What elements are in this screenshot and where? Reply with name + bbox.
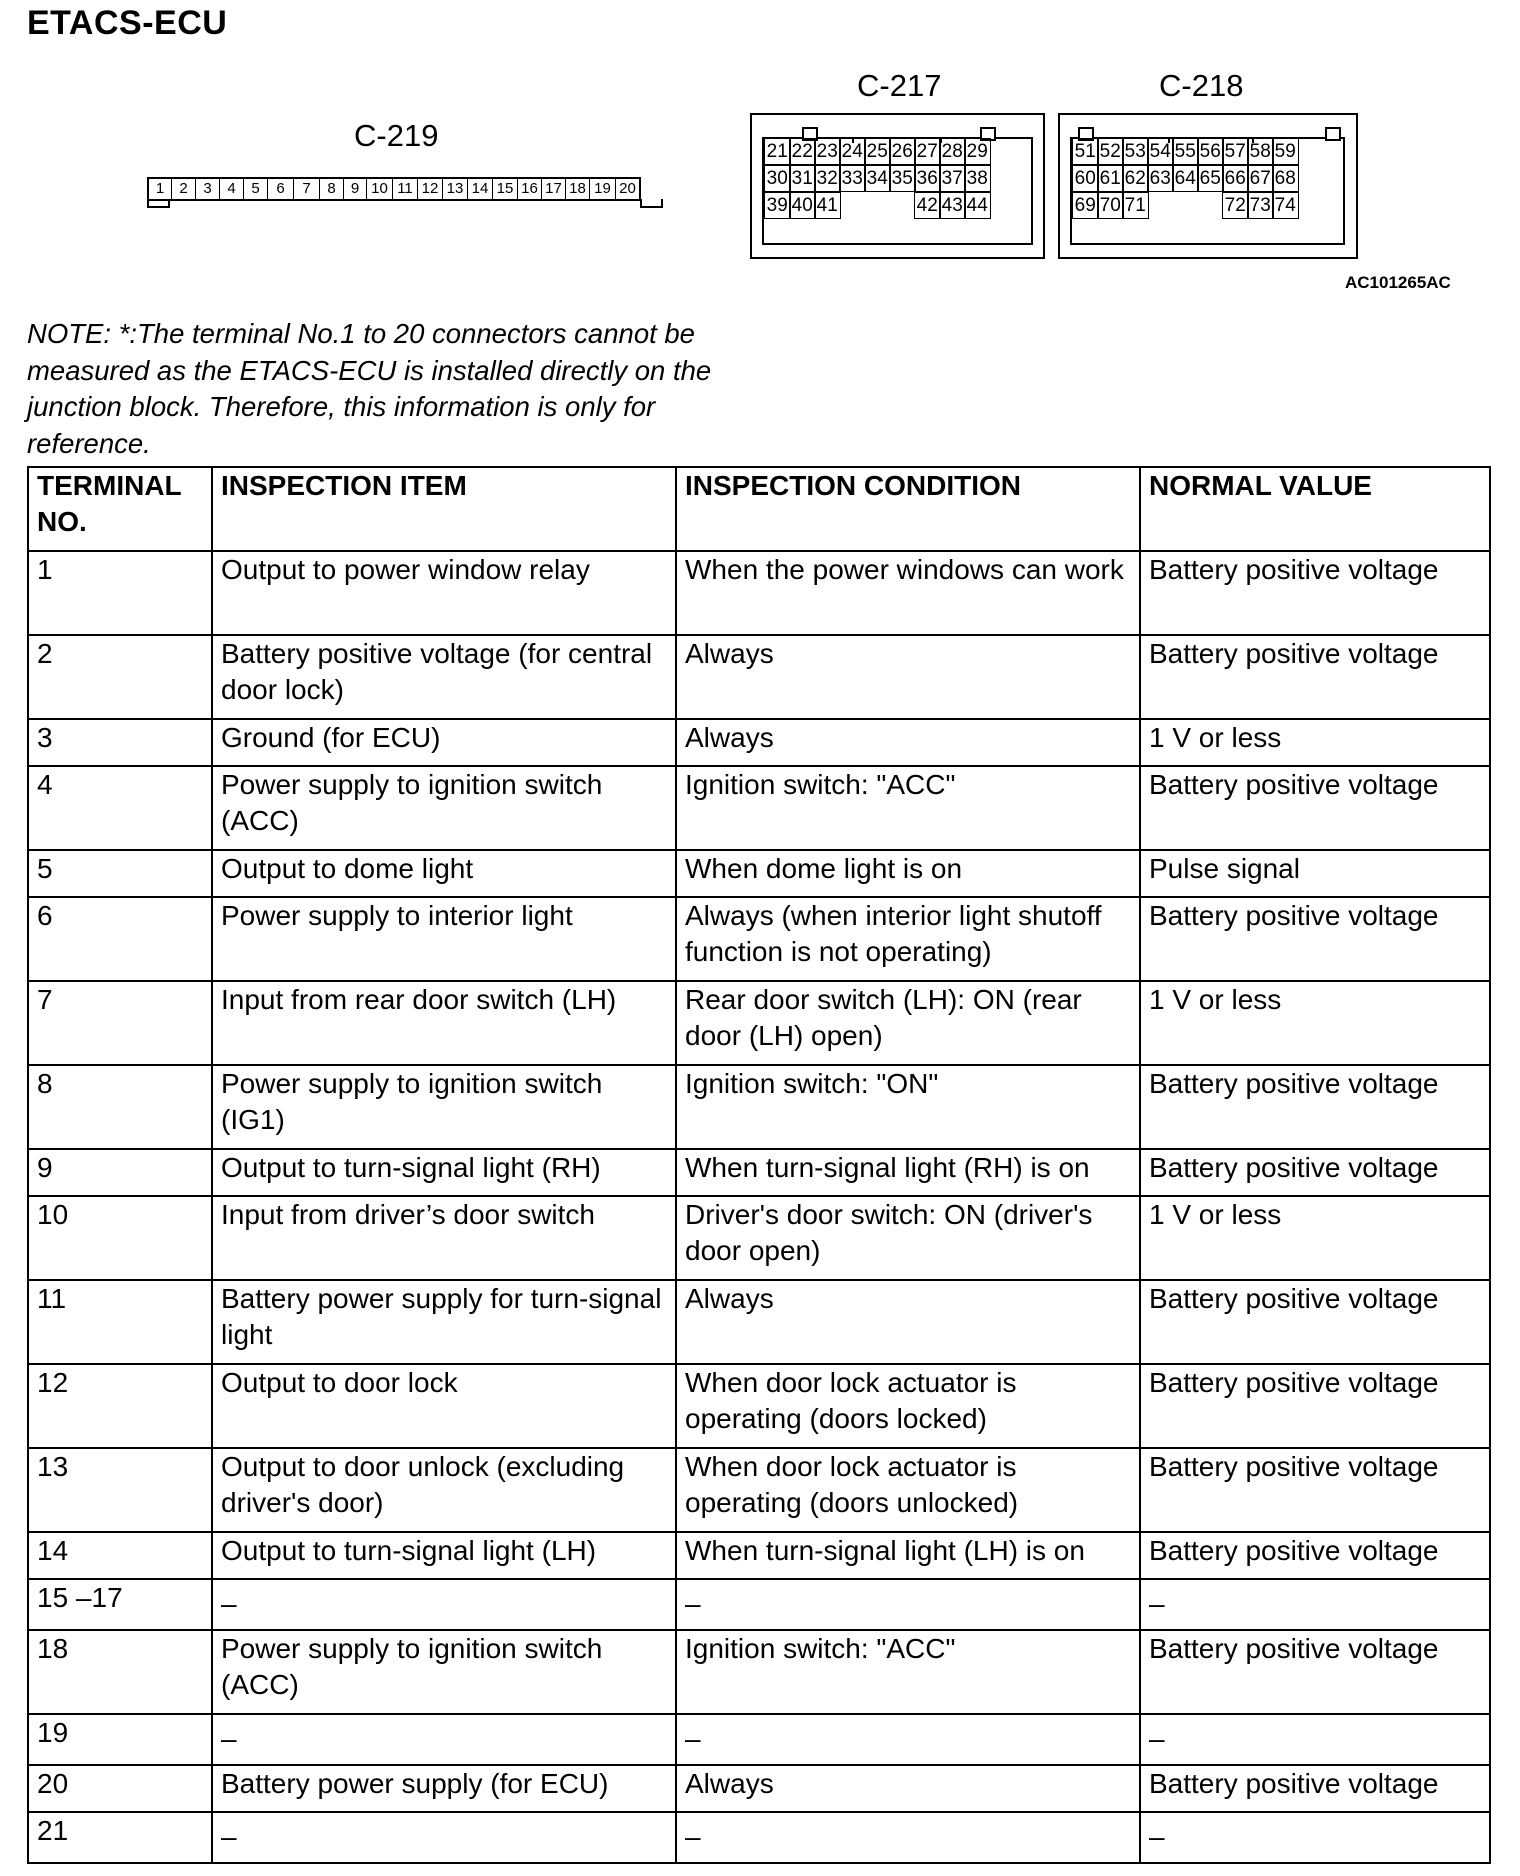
- cell-normal-value: Battery positive voltage: [1140, 551, 1490, 635]
- cell-inspection-condition: When door lock actuator is operating (doors locked): [676, 1364, 1140, 1448]
- header-inspection-condition: INSPECTION CONDITION: [676, 467, 1140, 551]
- cell-normal-value: Battery positive voltage: [1140, 1149, 1490, 1196]
- cell-terminal-no: 10: [28, 1196, 212, 1280]
- connector-c219-pin: 5: [244, 179, 268, 199]
- cell-terminal-no: 13: [28, 1448, 212, 1532]
- connector-c218-pin: 74: [1272, 192, 1299, 219]
- connector-c217-pin-row: [764, 138, 989, 165]
- cell-inspection-condition: –: [676, 1579, 1140, 1630]
- connector-c219-pin: 10: [367, 179, 393, 199]
- table-row: [28, 1065, 1490, 1149]
- cell-inspection-condition: Always (when interior light shutoff function is not operating): [676, 897, 1140, 981]
- cell-inspection-condition: Ignition switch: "ON": [676, 1065, 1140, 1149]
- cell-inspection-condition: When turn-signal light (LH) is on: [676, 1532, 1140, 1579]
- connector-c219-pin: 16: [518, 179, 542, 199]
- connector-c217-pin: 36: [914, 165, 941, 192]
- figure-code: AC101265AC: [1345, 273, 1451, 292]
- cell-normal-value: Battery positive voltage: [1140, 1765, 1490, 1812]
- header-inspection-item: INSPECTION ITEM: [212, 467, 676, 551]
- cell-inspection-item: Ground (for ECU): [212, 719, 676, 766]
- connector-c218-pin: 60: [1072, 165, 1099, 192]
- cell-terminal-no: 21: [28, 1812, 212, 1863]
- connector-c217-pin: 39: [764, 192, 791, 219]
- cell-inspection-item: Output to door unlock (excluding driver's door): [212, 1448, 676, 1532]
- connector-c219-pin: 17: [542, 179, 566, 199]
- cell-normal-value: Battery positive voltage: [1140, 1630, 1490, 1714]
- connector-c219-pin: 6: [268, 179, 294, 199]
- connector-c217-pin: 31: [789, 165, 816, 192]
- cell-inspection-item: Power supply to ignition switch (IG1): [212, 1065, 676, 1149]
- table-row: [28, 635, 1490, 719]
- connector-c217-diagram: [750, 113, 1045, 259]
- connector-c218-pin: 52: [1097, 138, 1124, 165]
- connector-c219-right-tab: [640, 199, 663, 208]
- connector-c219-pin: 14: [468, 179, 493, 199]
- cell-normal-value: Battery positive voltage: [1140, 1065, 1490, 1149]
- connector-c218-pin-row: [1072, 138, 1297, 165]
- connector-c217-pin: 38: [964, 165, 991, 192]
- cell-inspection-item: Power supply to ignition switch (ACC): [212, 766, 676, 850]
- table-row: [28, 1812, 1490, 1863]
- cell-inspection-item: Battery power supply for turn-signal light: [212, 1280, 676, 1364]
- cell-inspection-item: Battery positive voltage (for central door lock): [212, 635, 676, 719]
- table-row: [28, 1532, 1490, 1579]
- connector-c218-pin: 55: [1172, 138, 1199, 165]
- header-normal-value: NORMAL VALUE: [1140, 467, 1490, 551]
- connector-c218-pin: 65: [1197, 165, 1224, 192]
- connector-c218-pin: 67: [1247, 165, 1274, 192]
- cell-normal-value: –: [1140, 1714, 1490, 1765]
- cell-terminal-no: 3: [28, 719, 212, 766]
- connector-c219-pin: 7: [294, 179, 320, 199]
- connector-c217-pin: 37: [939, 165, 966, 192]
- cell-normal-value: 1 V or less: [1140, 981, 1490, 1065]
- cell-inspection-item: Power supply to interior light: [212, 897, 676, 981]
- cell-inspection-item: Output to dome light: [212, 850, 676, 897]
- cell-terminal-no: 4: [28, 766, 212, 850]
- cell-inspection-item: Output to power window relay: [212, 551, 676, 635]
- connector-c219-label: C-219: [354, 118, 439, 153]
- cell-inspection-condition: When turn-signal light (RH) is on: [676, 1149, 1140, 1196]
- connector-c217-pin-row: [914, 192, 989, 219]
- connector-c219-pin: 19: [590, 179, 616, 199]
- terminal-inspection-table: [27, 466, 1491, 1864]
- connector-c217-pin-row: [764, 192, 839, 219]
- cell-inspection-item: –: [212, 1714, 676, 1765]
- connector-c219-pin: 3: [196, 179, 220, 199]
- cell-terminal-no: 8: [28, 1065, 212, 1149]
- cell-terminal-no: 2: [28, 635, 212, 719]
- table-row: [28, 1280, 1490, 1364]
- cell-inspection-item: Battery power supply (for ECU): [212, 1765, 676, 1812]
- connector-c219-pin: 9: [344, 179, 367, 199]
- cell-normal-value: 1 V or less: [1140, 1196, 1490, 1280]
- cell-inspection-condition: Driver's door switch: ON (driver's door open): [676, 1196, 1140, 1280]
- connector-c217-pin: 29: [964, 138, 991, 165]
- cell-inspection-condition: Always: [676, 1765, 1140, 1812]
- connector-c219-pin: 11: [393, 179, 418, 199]
- connector-c217-pin: 32: [814, 165, 841, 192]
- connector-c219-pin: 2: [172, 179, 196, 199]
- table-row: [28, 1630, 1490, 1714]
- connector-c219-pin: 15: [493, 179, 518, 199]
- connector-c217-pin: 21: [764, 138, 791, 165]
- table-row: [28, 766, 1490, 850]
- table-row: [28, 850, 1490, 897]
- cell-inspection-item: –: [212, 1812, 676, 1863]
- connector-c218-pin: 72: [1222, 192, 1249, 219]
- connector-c218-pin-row: [1072, 192, 1147, 219]
- cell-inspection-condition: When door lock actuator is operating (doors unlocked): [676, 1448, 1140, 1532]
- connector-c219-pin: 4: [220, 179, 244, 199]
- connector-c217-pin: 34: [864, 165, 891, 192]
- connector-c219-pin: 1: [149, 179, 172, 199]
- table-row: [28, 981, 1490, 1065]
- cell-inspection-condition: When dome light is on: [676, 850, 1140, 897]
- connector-c217-pin: 35: [889, 165, 916, 192]
- connector-c218-pin-row: [1222, 192, 1297, 219]
- cell-inspection-condition: Ignition switch: "ACC": [676, 1630, 1140, 1714]
- connector-c219-pin: 18: [566, 179, 590, 199]
- connector-c217-pin: 22: [789, 138, 816, 165]
- cell-inspection-item: Output to turn-signal light (LH): [212, 1532, 676, 1579]
- cell-inspection-condition: Always: [676, 719, 1140, 766]
- connector-c217-pin: 30: [764, 165, 791, 192]
- connector-c217-pin: 40: [789, 192, 816, 219]
- cell-inspection-condition: When the power windows can work: [676, 551, 1140, 635]
- table-row: [28, 1448, 1490, 1532]
- cell-normal-value: Pulse signal: [1140, 850, 1490, 897]
- connector-c218-pin: 71: [1122, 192, 1149, 219]
- connector-c219-diagram: [147, 177, 641, 201]
- connector-c217-pin: 44: [964, 192, 991, 219]
- cell-inspection-condition: Always: [676, 635, 1140, 719]
- connector-c218-pin-row: [1072, 165, 1297, 192]
- cell-normal-value: Battery positive voltage: [1140, 635, 1490, 719]
- cell-inspection-condition: Ignition switch: "ACC": [676, 766, 1140, 850]
- connector-c217-pin: 41: [814, 192, 841, 219]
- connector-c217-pin-row: [764, 165, 989, 192]
- cell-terminal-no: 9: [28, 1149, 212, 1196]
- cell-normal-value: Battery positive voltage: [1140, 1448, 1490, 1532]
- connector-c218-pin: 69: [1072, 192, 1099, 219]
- cell-inspection-item: Output to turn-signal light (RH): [212, 1149, 676, 1196]
- table-row: [28, 1149, 1490, 1196]
- cell-normal-value: 1 V or less: [1140, 719, 1490, 766]
- connector-c217-pin: 25: [864, 138, 891, 165]
- cell-inspection-condition: Rear door switch (LH): ON (rear door (LH) open): [676, 981, 1140, 1065]
- connector-c217-pin: 27: [914, 138, 941, 165]
- cell-inspection-condition: –: [676, 1812, 1140, 1863]
- header-terminal-no: TERMINAL NO.: [28, 467, 212, 551]
- cell-inspection-item: Input from driver’s door switch: [212, 1196, 676, 1280]
- connector-c218-pin: 63: [1147, 165, 1174, 192]
- connector-c218-pin: 70: [1097, 192, 1124, 219]
- connector-c218-pin: 57: [1222, 138, 1249, 165]
- connector-c218-pin: 53: [1122, 138, 1149, 165]
- connector-c218-pin: 68: [1272, 165, 1299, 192]
- table-row: [28, 1765, 1490, 1812]
- cell-inspection-item: Power supply to ignition switch (ACC): [212, 1630, 676, 1714]
- connector-c219-pin: 12: [418, 179, 443, 199]
- connector-c218-diagram: [1058, 113, 1358, 259]
- cell-terminal-no: 20: [28, 1765, 212, 1812]
- cell-terminal-no: 5: [28, 850, 212, 897]
- cell-terminal-no: 6: [28, 897, 212, 981]
- cell-normal-value: –: [1140, 1579, 1490, 1630]
- cell-terminal-no: 19: [28, 1714, 212, 1765]
- cell-terminal-no: 7: [28, 981, 212, 1065]
- connector-c218-label: C-218: [1159, 68, 1244, 103]
- connector-c218-pin: 54: [1147, 138, 1174, 165]
- cell-normal-value: Battery positive voltage: [1140, 1364, 1490, 1448]
- connector-c217-pin: 43: [939, 192, 966, 219]
- cell-terminal-no: 14: [28, 1532, 212, 1579]
- cell-normal-value: Battery positive voltage: [1140, 1532, 1490, 1579]
- connector-c218-pin: 62: [1122, 165, 1149, 192]
- table-row: [28, 719, 1490, 766]
- connector-c217-pin: 26: [889, 138, 916, 165]
- connector-c218-pin: 66: [1222, 165, 1249, 192]
- connector-c219-pin: 20: [619, 180, 636, 197]
- connector-c218-pin: 59: [1272, 138, 1299, 165]
- connector-c218-pin: 56: [1197, 138, 1224, 165]
- connector-c218-pin: 58: [1247, 138, 1274, 165]
- table-row: [28, 1579, 1490, 1630]
- connector-c219-pin: 8: [320, 179, 344, 199]
- table-row: [28, 897, 1490, 981]
- connector-c219-pin: 13: [443, 179, 468, 199]
- connector-c217-pin: 23: [814, 138, 841, 165]
- table-row: [28, 1196, 1490, 1280]
- cell-terminal-no: 1: [28, 551, 212, 635]
- cell-inspection-condition: –: [676, 1714, 1140, 1765]
- connector-c217-label: C-217: [857, 68, 942, 103]
- connector-c218-pin: 73: [1247, 192, 1274, 219]
- cell-terminal-no: 15 –17: [28, 1579, 212, 1630]
- table-row: [28, 551, 1490, 635]
- cell-inspection-condition: Always: [676, 1280, 1140, 1364]
- cell-inspection-item: Input from rear door switch (LH): [212, 981, 676, 1065]
- table-header-row: [28, 467, 1490, 551]
- cell-normal-value: Battery positive voltage: [1140, 766, 1490, 850]
- table-row: [28, 1364, 1490, 1448]
- connector-c218-pin: 51: [1072, 138, 1099, 165]
- connector-c217-pin: 24: [839, 138, 866, 165]
- cell-normal-value: Battery positive voltage: [1140, 1280, 1490, 1364]
- cell-inspection-item: Output to door lock: [212, 1364, 676, 1448]
- connector-c217-pin: 33: [839, 165, 866, 192]
- connector-c218-key-right: [1325, 127, 1341, 141]
- cell-normal-value: Battery positive voltage: [1140, 897, 1490, 981]
- connector-c217-pin: 28: [939, 138, 966, 165]
- cell-normal-value: –: [1140, 1812, 1490, 1863]
- cell-terminal-no: 18: [28, 1630, 212, 1714]
- reference-note: NOTE: *:The terminal No.1 to 20 connectors cannot be measured as the ETACS-ECU is installed directly on the junction block. Therefore, this information is only for reference.: [27, 318, 712, 459]
- connector-c218-pin: 61: [1097, 165, 1124, 192]
- table-body: [28, 551, 1490, 1863]
- connector-c217-pin: 42: [914, 192, 941, 219]
- cell-terminal-no: 12: [28, 1364, 212, 1448]
- cell-terminal-no: 11: [28, 1280, 212, 1364]
- table-row: [28, 1714, 1490, 1765]
- cell-inspection-item: –: [212, 1579, 676, 1630]
- page-title: ETACS-ECU: [27, 4, 228, 42]
- connector-c219-left-tab: [147, 199, 170, 208]
- connector-c218-pin: 64: [1172, 165, 1199, 192]
